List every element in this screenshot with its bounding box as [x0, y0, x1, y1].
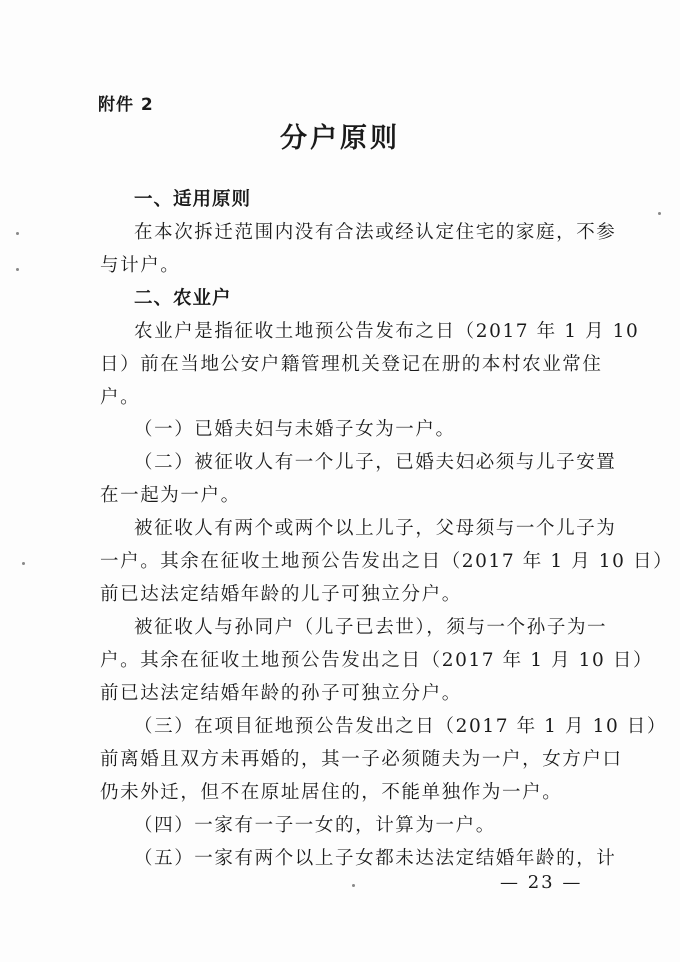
paragraph-line: 在本次拆迁范围内没有合法或经认定住宅的家庭，不参 — [134, 222, 617, 243]
paragraph-line: 被征收人与孙同户（儿子已去世），须与一个孙子为一 — [134, 617, 608, 638]
clause-item-4: （四）一家有一子一女的，计算为一户。 — [134, 815, 496, 836]
paragraph-line: 前离婚且双方未再婚的，其一子必须随夫为一户，女方户口 — [100, 749, 623, 770]
scan-speck — [22, 562, 25, 565]
scan-speck — [16, 268, 19, 271]
page-number: — 23 — — [500, 872, 583, 893]
clause-item-1: （一）已婚夫妇与未婚子女为一户。 — [134, 419, 456, 440]
paragraph-line: 仍未外迁，但不在原址居住的，不能单独作为一户。 — [100, 782, 563, 803]
section-heading-applicable-principle: 一、适用原则 — [134, 189, 252, 210]
paragraph-line: 户。其余在征收土地预公告发出之日（2017 年 1 月 10 日） — [100, 650, 654, 671]
paragraph-line: 与计户。 — [100, 255, 181, 276]
paragraph-line: 农业户是指征收土地预公告发布之日（2017 年 1 月 10 — [134, 321, 640, 342]
scan-speck — [658, 212, 661, 215]
scan-speck — [352, 884, 355, 887]
paragraph-line: 前已达法定结婚年龄的儿子可独立分户。 — [100, 584, 462, 605]
paragraph-line: 被征收人有两个或两个以上儿子，父母须与一个儿子为 — [134, 518, 617, 539]
clause-item-3: （三）在项目征地预公告发出之日（2017 年 1 月 10 日） — [134, 716, 667, 737]
scan-speck — [16, 232, 19, 235]
section-heading-agricultural-household: 二、农业户 — [134, 288, 232, 309]
clause-item-2: （二）被征收人有一个儿子，已婚夫妇必须与儿子安置 — [134, 452, 617, 473]
clause-item-5: （五）一家有两个以上子女都未达法定结婚年龄的，计 — [134, 848, 617, 869]
paragraph-line: 一户。其余在征收土地预公告发出之日（2017 年 1 月 10 日） — [100, 551, 674, 572]
document-title: 分户原则 — [280, 123, 400, 154]
paragraph-line: 日）前在当地公安户籍管理机关登记在册的本村农业常住 — [100, 354, 603, 375]
attachment-label: 附件 2 — [98, 95, 154, 115]
paragraph-line: 在一起为一户。 — [100, 485, 241, 506]
paragraph-line: 前已达法定结婚年龄的孙子可独立分户。 — [100, 683, 462, 704]
paragraph-line: 户。 — [100, 387, 141, 408]
